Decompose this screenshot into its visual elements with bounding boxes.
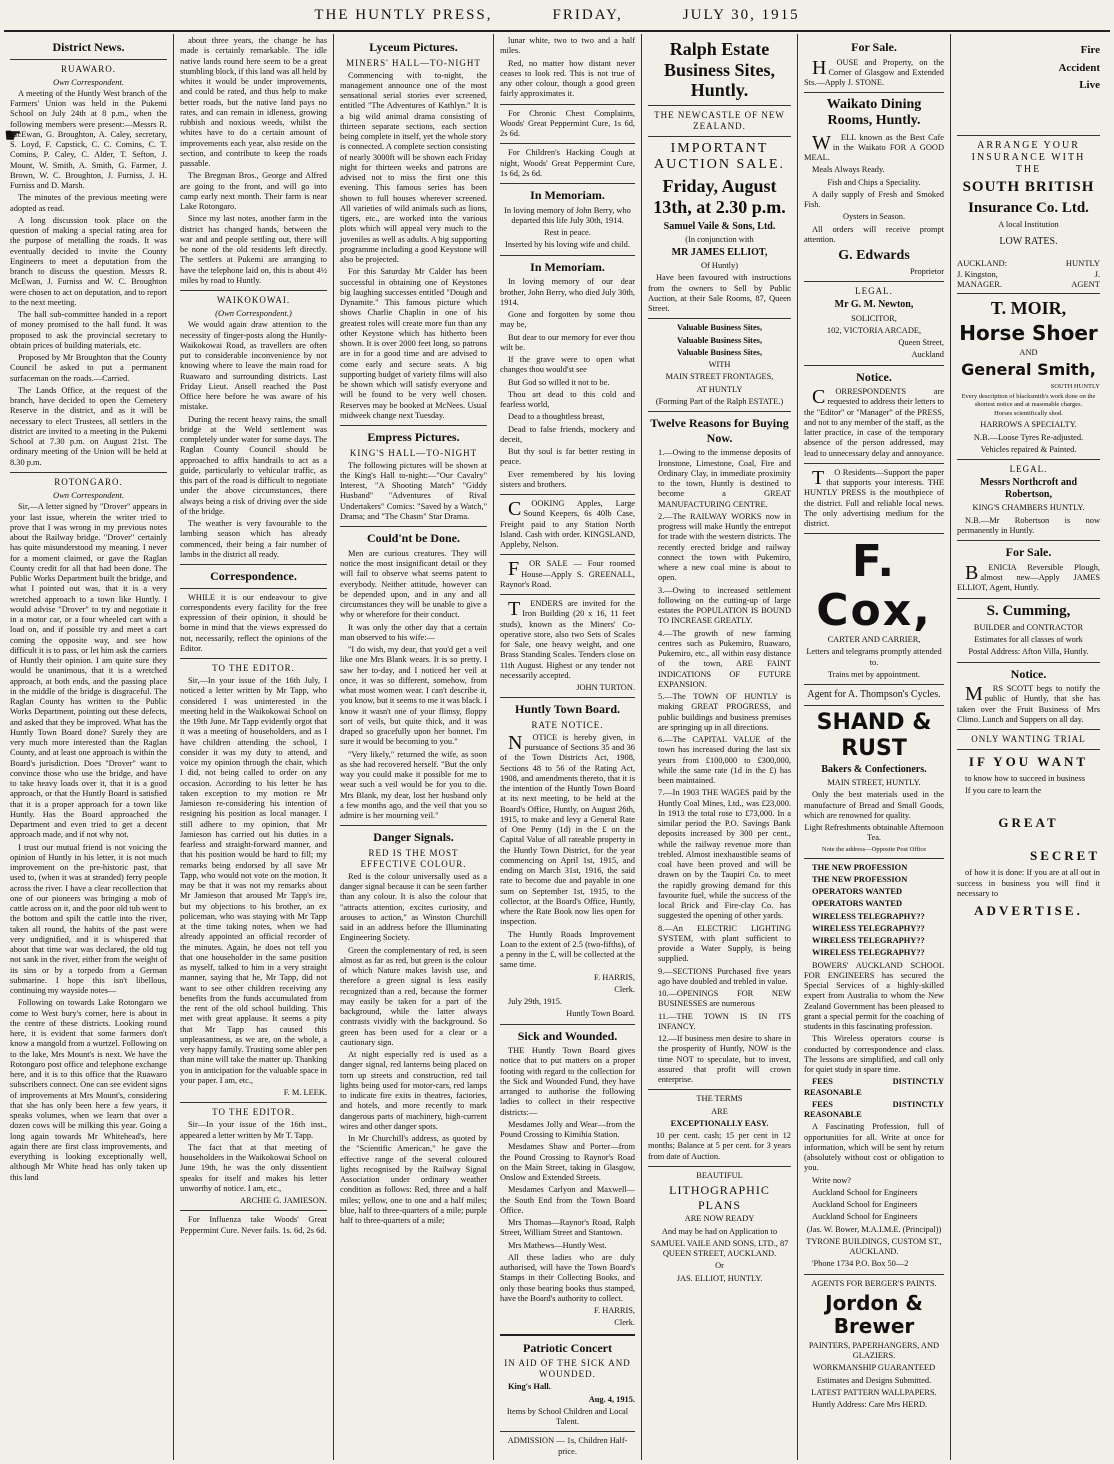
paragraph: We would again draw attention to the necessity of finger-posts along the Huntly-Waikokowai Road, as travellers are often put to considerable inconvenience by not knowing where to leave the main road for Ruawaro and surrounding districts. Last Friday Lieut. Ansell reached the Post Office here before he was aware of his mistake.	[180, 320, 327, 412]
workmanship-line: WORKMANSHIP GUARANTEED	[812, 1363, 936, 1373]
for-sale-heading: For Sale.	[851, 40, 897, 54]
arrange-line: ARRANGE YOUR INSURANCE WITH THE	[971, 139, 1086, 176]
paragraph: The minutes of the previous meeting were adopted as read.	[10, 193, 167, 213]
chambers-line: KING'S CHAMBERS HUNTLY.	[972, 503, 1085, 513]
chest-ad: For Chronic Chest Complaints, Woods' Great Peppermint Cure, 1s 6d, 2s 6d.	[500, 108, 635, 138]
agents-line: AGENTS FOR BERGER'S PAINTS.	[811, 1278, 937, 1288]
rotongaro-heading: ROTONGARO.	[54, 476, 123, 487]
collector-entry: Mesdames Jolly and Wear—from the Pound Crossing to Kimihia Station.	[500, 1119, 635, 1140]
couldnt-article	[340, 549, 487, 822]
collector-entry: Mrs Thomas—Raynor's Road, Ralph Street, William Street and Stantown.	[500, 1218, 635, 1238]
litho-line: LITHOGRAPHIC PLANS	[669, 1183, 770, 1212]
paragraph: The hall sub-committee handed in a report of money promised to the hall fund. It was proposed to ask the provincial secretary to obtain prices of building materials, etc.	[10, 310, 167, 350]
masthead-date: JULY 30, 1915	[682, 6, 800, 23]
verse-line: Thou art dead to this cold and fearless world,	[500, 389, 635, 409]
paragraph: "I do wish, my dear, that you'd get a veil like one Mrs Blank wears. It is so pretty. I saw her to-day, and I noticed her veil at once, it was so different, somehow, from what most women wear. I can't describe it, you know, but it seems to me it was black. I know it wasn't one of your flimsy, floppy sort of veils, but quite thick, and it was draped so gracefully upon her bonnet. I'm sure it would be becoming to you."	[340, 645, 487, 747]
collectors-list	[500, 1120, 635, 1251]
letter-1-signature: F. M. LEEK.	[283, 1088, 327, 1098]
paragraph: Men are curious creatures. They will notice the most insignificant detail or they will fail to observe what seems patent to everybody. Neither attitude, however can be depended upon, and in any and all circumstances they will be unable to give a why or wherefore for their conduct.	[340, 548, 487, 620]
reason-item: 5.—The TOWN OF HUNTLY is making GREAT PROGRESS, and public buildings and business premises are springing up in all directions.	[658, 692, 791, 732]
verse-line: Gone and forgotten by some thou may be,	[500, 310, 635, 330]
vehicles-line: Vehicles repaired & Painted.	[980, 444, 1077, 454]
great-word: GREAT	[998, 814, 1059, 830]
paragraph: Sir,—A letter signed by "Drover" appears in your last issue, wherein the writer tried to prove that I was wrong in my previous notes about the Railway bridge. "Drover" certainly has quite misunderstood my meaning. I never for a moment claimed, or gave the Raglan County credit for all that had been done. The Public Works Department built the bridge, and what I pointed out was, that it is a very wretched approach to a town like Huntly. I would advise "Drover" to try and negotiate it in a motor car, or a four wheeled cart with a load on, and if possible try and meet a cart coming the opposite way, and see how difficult it is to pass, or let him ask the carriers of Huntly their opinion. I am quite sure they would be unanimous, that it is a wretched approach, at both ends, and the passing place in the middle of the bridge is disgraceful. The Raglan County has written to the Public Works Department, pointing out these defects, and asked that they be improved. What has the Huntly Town Board done? Surely they are very much more interested than the Raglan County, and at least one approach is within the Board's jurisdiction. Does "Drover" want to convince those who use the bridge, and have to take heavy loads over it, that it is a good approach, or that the Huntly Board is satisfied that it is a proper approach for a town like Huntly. Has the Board approached the Department and even tried to get a decent approach made, and if not why not.	[10, 502, 167, 840]
secret-word: SECRET	[1029, 848, 1100, 864]
builder-line: BUILDER and CONTRACTOR	[973, 622, 1084, 632]
moir-name: T. MOIR,	[990, 298, 1067, 319]
valuable-line: Valuable Business Sites,	[676, 323, 763, 333]
verse-line: Dead to false friends, mockery and deceit,	[500, 424, 635, 444]
house-ad: HOUSE and Property, on the Corner of Glasgow and Extended Sts.—Apply J. STONE.	[804, 56, 944, 88]
paragraph: During the recent heavy rains, the small bridge at the Weld settlement was completely under water for some days. The Raglan County Council should be approached to affix handrails to act as a guide, particularly to vehicular traffic, as this part of the road is difficult to negotiate under the above circumstances, there always being a risk of driving over the side of the bridge.	[180, 414, 327, 516]
now-ready-line: ARE NOW READY	[684, 1214, 755, 1224]
paragraph: The fact that at that meeting of householders in the Waikokowai School on June 19th, he was the only dissentient speaks for itself and makes his letter unworthy of notice. I am, etc.,	[180, 1142, 327, 1193]
concert-date: Aug. 4, 1915.	[588, 1394, 635, 1404]
south-huntly: SOUTH HUNTLY	[1050, 382, 1100, 390]
letter-1	[180, 676, 327, 1086]
paragraph: The Bregman Bros., George and Alfred are going to the front, and will go into camp early next month. Their farm is near Lake Rotongaro.	[180, 171, 327, 211]
reason-item: 11.—THE TOWN IS IN ITS INFANCY.	[658, 1011, 791, 1031]
edwards-name: G. Edwards	[838, 248, 910, 264]
letter-2-signature: ARCHIE G. JAMIESON.	[239, 1196, 327, 1206]
notice-heading: Notice.	[856, 369, 892, 384]
of-huntly: Of Huntly)	[701, 261, 738, 271]
agent-title: AGENT	[1071, 279, 1100, 289]
profession-line: WIRELESS TELEGRAPHY??	[812, 911, 925, 921]
verse-line: If the grave were to open what changes thou would'st see	[500, 355, 635, 375]
fees-line: FEES DISTINCTLY REASONABLE	[804, 1099, 944, 1120]
memoriam-2-intro: In loving memory of our dear brother, John Berry, who died July 30th, 1914.	[500, 277, 635, 307]
clerk-2: Clerk.	[614, 1318, 635, 1328]
principal-line: (Jas. W. Bower, M.A.I.M.E. (Principal))	[806, 1224, 942, 1234]
manager-title: MANAGER.	[957, 279, 1003, 289]
for-sale-ad: FOR SALE — Four roomed House—Apply S. GREENALL, Raynor's Road.	[500, 558, 635, 589]
reason-item: 4.—The growth of new farming centres such as Pukemiro, Ruawaro, Pukemiro, etc., all within easy distance of the town, ARE FAINT INDICATIONS OF FUTURE EXPANSION.	[658, 628, 791, 689]
terms-detail: 10 per cent. cash; 15 per cent in 12 months; Balance at 5 per cent. for 3 years from date of Auction.	[648, 1131, 791, 1161]
in-memoriam-1: In Memoriam.	[530, 188, 605, 202]
trains-line: Trains met by appointment.	[827, 669, 921, 679]
reason-item: 8.—An ELECTRIC LIGHTING SYSTEM, with plant sufficient to provide a Water Supply, is being supplied.	[658, 923, 791, 964]
correspondence-note: WHILE it is our endeavour to give correspondents every facility for the free expression of their opinion, it should be borne in mind that the views expressed do not, necessarily, reflect the opinions of the Editor.	[180, 592, 327, 653]
and-word: AND	[1019, 348, 1038, 358]
school-line: Auckland School for Engineers	[812, 1212, 918, 1222]
benicia-ad: BENICIA Reversible Plough, almost new—Apply JAMES ELLIOT, Agent, Huntly.	[957, 561, 1100, 593]
at-huntly-line: AT HUNTLY	[696, 384, 743, 394]
robertson-line: N.B.—Mr Robertson is now permanently in Huntly.	[957, 515, 1100, 535]
red-para: Red, no matter how distant never ceases to look red. This is not true of any other colour, though a good green fairly approximates it.	[500, 58, 635, 99]
elliot-line: MR JAMES ELLIOT,	[671, 247, 768, 258]
memoriam-line: Rest in peace.	[544, 228, 591, 238]
south-british: SOUTH BRITISH	[962, 179, 1095, 196]
sick-wounded-heading: Sick and Wounded.	[517, 1028, 618, 1043]
profession-line: THE NEW PROFESSION	[812, 874, 908, 884]
huntly-agent-initial: J.	[1094, 268, 1100, 279]
bowers-text: BOWERS' AUCKLAND SCHOOL FOR ENGINEERS has secured the Special Services of a highly-skilled expert from Australia to whom the New Zealand Government has been pleased to grant a special permit for the coaching of students in this fascinating profession.	[804, 960, 944, 1032]
sick-text: THE Huntly Town Board gives notice that to put matters on a proper footing with regard to the collection for the Sick and Wounded Fund, they have arranged to authorise the following ladies to collect in their respective districts:—	[500, 1046, 635, 1117]
kingston-name: J. Kingston,	[957, 268, 998, 279]
paragraph: Commencing with to-night, the management announce one of the most sensational serial stories ever screened, entitled "The Adventures of Kathlyn." It is a big wild animal drama consisting of thirteen separate sections, each section being complete in itself, yet the whole story is connected. A complete section consisting of nearly 3000ft will be shown each Friday night for thirteen weeks and patrons are advised not to miss the first one this evening. This famous series has been shown to full houses wherever screened. All varieties of wild animals such as lions, tigers, etc., are worked into the various plots which will appeal very much to the juveniles as well as adults. A big supporting programme including a good Keystone will also be projected.	[340, 70, 488, 265]
frontages-line: MAIN STREET FRONTAGES,	[665, 372, 774, 382]
agent-line: Agent for A. Thompson's Cycles.	[807, 689, 941, 701]
general-smith: General Smith,	[961, 360, 1096, 380]
reason-item: 2.—The RAILWAY WORKS now in progress will make Huntly the entrepot for trade with the western districts. The recently erected bridge and railway connect the town with Pukemiro, where a new coal mine is about to open.	[658, 511, 791, 583]
masthead	[4, 0, 1110, 32]
northcroft-line: Messrs Northcroft and Robertson,	[979, 477, 1078, 501]
pointer-mark-icon: ☛	[4, 125, 22, 147]
legal-heading: LEGAL.	[855, 286, 893, 297]
profession-line: WIRELESS TELEGRAPHY??	[812, 936, 925, 946]
cumming-name: S. Cumming,	[986, 602, 1071, 619]
paragraph: Sir—In your issue of the 16th inst., appeared a letter written by Mr T. Tapp.	[180, 1120, 327, 1140]
tenders-ad: TENDERS are invited for the Iron Building (20 x 16, 11 feet studs), known as the Miners' Co-operative store, also two Sets of Scales for Sale, one heavy weight, and one Brass Standing Scales. Tenders close on 11th August. Highest or any tender not necessarily accepted.	[500, 598, 635, 680]
empress-heading: Empress Pictures.	[367, 430, 460, 445]
paragraph: A meeting of the Huntly West branch of the Farmers' Union was held in the Pukemi School on July 24th at 8 p.m., when the following members were present:—Messrs R. McEwan, G. Broughton, A. Caley, secretary, S. Loyd, F. Capstick, C. C. Comins, C. T. Comins, P. Caley, C. Alder, T. Sefton, J. Mount, W. Smith, A. Smith, G. Farmer, J. Brown, W. C. Broughton, J. Furniss, J. H. Furniss and D. Marsh.	[10, 88, 167, 191]
residents-notice: TO Residents—Support the paper that supports your interests. THE HUNTLY PRESS is the mouthpiece of the district. Full and reliable local news. The only advertising medium for the district.	[804, 466, 944, 529]
paragraph: "Very likely," returned the wife, as soon as she had recovered herself. "But the only way you could make it possible for me to wear such a veil would be for you to die. Mrs Blank, my dear, lost her husband only a few months ago, and the veil that you so admire is her mourning veil."	[340, 749, 487, 821]
reason-item: 10.—OPENINGS FOR NEW BUSINESSES are numerous	[658, 989, 791, 1009]
note-address: Note the address—Opposite Post Office	[821, 845, 927, 853]
reason-item: 7.—In 1903 THE WAGES paid by the Huntly Coal Mines, Ltd., was £23,000. In 1913 the total rose to £73,000. In a similar period the P.O. Savings Bank deposits increased by 300 per cent., while the railway revenue more than trebled. Almost inexhaustible seams of coal have been proved and will be drawn on by the Taupiri Co. to meet the rapidly growing demand for this favourite fuel, while the success of the local Brick and Fire-clay Co. has suggested the opening of other yards.	[658, 788, 791, 921]
waikokowai-heading: WAIKOKOWAI.	[216, 295, 291, 305]
write-now: Write now?	[812, 1175, 851, 1185]
paragraph: Proposed by Mr Broughton that the County Council be asked to put a permanent surfaceman on the roads.—Carried.	[10, 353, 167, 383]
verse-line: But thy soul is far better resting in peace.	[500, 447, 635, 467]
harris-sig-1: F. HARRIS,	[594, 972, 635, 982]
tyres-line: N.B.—Loose Tyres Re-adjusted.	[973, 432, 1084, 442]
jordon-brewer-heading: Jordon & Brewer	[825, 1290, 923, 1338]
kings-hall-line: King's Hall.	[508, 1382, 551, 1392]
lunar-line: lunar white, two to two and a half miles.	[500, 36, 635, 56]
own-correspondent: Own Correspondent.	[53, 76, 124, 87]
how-done: of how it is done: If you are at all out in success in business you will find it necessary to	[957, 868, 1100, 898]
aid-line: IN AID OF THE SICK AND WOUNDED.	[504, 1358, 631, 1380]
course-text: This Wireless operators course is conducted by correspondence and class. The lessons are simplified, and call only for quiet study in spare time.	[804, 1034, 944, 1075]
school-line: Auckland School for Engineers	[812, 1200, 918, 1210]
verse-line: But God so willed it not to be.	[508, 377, 610, 387]
correspondence-heading: Correspondence.	[210, 569, 297, 584]
favoured-text: Have been favoured with instructions from the owners to Sell by Public Auction, at their Sale Rooms, 87, Queen Street.	[648, 273, 791, 314]
fire-word: Fire	[1080, 44, 1100, 56]
danger-article	[340, 872, 487, 1227]
reason-item: 1.—Owing to the immense deposits of Ironstone, Limestone, Coal, Fire and Ordinary Clay, in immediate proximity to the town, Huntly is destined to become a GREAT MANUFACTURING CENTRE.	[658, 448, 791, 509]
are-line: ARE	[711, 1106, 728, 1116]
reason-item: 9.—SECTIONS Purchased five years ago have doubled and trebled in value.	[658, 966, 791, 986]
rotongaro-article	[10, 502, 167, 1183]
shand-rust-heading: SHAND & RUST	[816, 710, 932, 761]
paragraph: The Lands Office, at the request of the branch, have decided to open the Cemetery Reserve in the district, and as it will be necessary to elect Trustees, all settlers in the district are invited to a meeting in the Pukemi School at 7.30 p.m. on August 21st. The ordinary meeting of the Union will be held at 8.30 p.m.	[10, 385, 167, 467]
paragraph: Since my last notes, another farm in the district has changed hands, between the war and and people settling out, there will be none of the old residents left directly. The settlers at Pukemi are arranging to have the telephone laid on, this is about 4½ miles by road to Huntly.	[180, 214, 327, 285]
masthead-paper: THE HUNTLY PRESS,	[314, 6, 493, 23]
to-editor-heading: TO THE EDITOR.	[212, 663, 295, 674]
terms-line: THE TERMS	[696, 1094, 743, 1104]
verse-line: Dead to a thoughtless breast,	[508, 412, 605, 422]
own-correspondent-3: (Own Correspondent.)	[215, 307, 292, 318]
woods-ad: For Influenza take Woods' Great Peppermint Cure. Never fails. 1s. 6d, 2s 6d.	[180, 1215, 327, 1235]
letter-2	[180, 1120, 327, 1194]
ruawaro-heading: RUAWARO.	[60, 63, 117, 74]
solicitor: SOLICITOR,	[851, 313, 897, 323]
to-editor-heading-2: TO THE EDITOR.	[212, 1107, 295, 1118]
reason-item: 6.—The CAPITAL VALUE of the town has increased during the last six years from £100,000 to £300,000, while the same rate (1d in the £) has been maintained.	[658, 735, 791, 786]
rotongaro-continued	[180, 36, 327, 286]
profession-line: THE NEW PROFESSION	[812, 862, 908, 872]
harris-sig-2: F. HARRIS,	[594, 1306, 635, 1316]
main-street-line: MAIN STREET, HUNTLY.	[827, 778, 921, 788]
ralph-estate-heading: Ralph Estate Business Sites, Huntly.	[663, 39, 776, 101]
scott-notice: MRS SCOTT begs to notify the public of Huntly, that she has taken over the Fruit Business of Mrs Climo. Lunch and Suppers on all day.	[957, 683, 1100, 724]
vaile-address: SAMUEL VAILE AND SONS, LTD., 87 QUEEN STREET, AUCKLAND.	[650, 1238, 789, 1259]
phone-line: 'Phone 1734 P.O. Box 50—2	[812, 1259, 909, 1269]
application-line: And may be had on Application to	[661, 1226, 778, 1236]
paragraph: Sir,—In your issue of the 16th July, I noticed a letter written by Mr Tapp, who considered I was uninterested in the meeting held in the Waikokowai School on the 19th June. Mr Tapp evidently orgot that it was a meeting of householders, and as I have children attending the school, I consider it was my duty to attend, and voice my opinion through the chair, which I did, not being called to order on any occasion. According to his letter he has taken exception to my motion re Mr Jamieson re-considering his intention of resigning his position as local manager. I still adhere to my opinion, that Mr Jamieson has carried out his duties in a fearless and straight-forward manner, and that his position would be hard to fill; my remarks being endorsed by all save Mr Tapp, who would not vote on the motion. It may be that it was not my remarks about Mr Jamieson that aroused Mr Tapp's ire, but my objections to his brother, an ex policeman, who was staying with Mr Tapp at the time taking notes, when we had already appointed an official recorder of the minutes. Again, he does not tell you that one householder in the same position as myself, talked to him in a very straight manner, saying that he, Mr Tapp, did not want to see other children receiving any benefits from the funds accumulated from the rent of the old school building. This met with great applause. It seems a pity that Mr Tapp has caused this unpleasantness, as we are, on the whole, a very happy family. Trusting some abler pen than mine will take the matter up. Thanking you in anticipation for the valuable space in your paper. I am, etc.,	[180, 676, 327, 1085]
clerk-1: Clerk.	[614, 984, 635, 994]
huntly-address: Huntly Address: Care Mrs HERD.	[812, 1400, 928, 1410]
valuable-sites	[648, 323, 791, 358]
twelve-reasons-heading: Twelve Reasons for Buying Now.	[650, 416, 789, 445]
items-line: Items by School Children and Local Talent.	[506, 1406, 629, 1427]
paragraph: The weather is very favourable to the lambing season which has already commenced, their being a fair number of lambs in the district all ready.	[180, 519, 327, 559]
estimates-line: Estimates and Designs Submitted.	[816, 1375, 932, 1385]
beautiful-line: BEAUTIFUL	[696, 1170, 743, 1180]
couldnt-heading: Could'nt be Done.	[366, 531, 461, 546]
reason-item: 3.—Owing to increased settlement following on the cutting-up of large estates the POPULATION IS BOUND TO INCREASE GREATLY.	[658, 585, 791, 626]
advertise-word: ADVERTISE.	[974, 903, 1083, 919]
danger-heading: Danger Signals.	[373, 830, 454, 845]
rate-notice: RATE NOTICE.	[531, 719, 604, 730]
paragraph: Green the complementary of red, is seen almost as far as red, but green is the colour of which Nature makes lavish use, and therefore a green signal is less easily recognized than a red, because the former may easily be taken for a part of the background, while the latter always contrasts vividly with the background. So green has been used for a clear or a cautionary sign.	[340, 945, 487, 1047]
verse-line: But dear to our memory for ever thou wilt be.	[500, 332, 635, 352]
paragraph: For this Saturday Mr Calder has been successful in obtaining one of Keystones big laughing successes entitled "Dough and Dynamite." This famous picture which shows Charlie Chaplin in one of his greatest roles will create more fun than any other Keystone which has hitherto been shown. It is over 2000 feet long, so patrons are in for a good time and are advised to come early and secure seats. A big supporting budget of variety films will also be shown which will satisfy everyone and will be found to be very well chosen. Reserves may be booked at McNees. Usual midweek change next Tuesday.	[340, 267, 487, 420]
town-board-sig: Huntly Town Board.	[566, 1009, 635, 1019]
town-board-heading: Huntly Town Board.	[514, 702, 621, 717]
memoriam-1-text	[500, 206, 635, 251]
paragraph: In Mr Churchill's address, as quoted by the "Scientific American," he gave the effective range of the several coloured lights recognised by the Railway Signal Association under ordinary weather condition as follows: Red, three and a half miles; yellow, one to one and a half miles; blue, half to three-quarters of a mile; purple half to three-quarters of a mile;	[340, 1134, 487, 1226]
column-4	[494, 34, 642, 1460]
tyrone-line: TYRONE BUILDINGS, CUSTOM ST., AUCKLAND.	[806, 1236, 942, 1257]
local-institution: A local Institution	[998, 219, 1059, 229]
horse-shoer: Horse Shoer	[959, 321, 1098, 346]
collector-entry: Mesdames Shaw and Porter—from the Pound Crossing to Raynor's Road on the Main Street, taking in Glasgow, Onslow and Extended Streets.	[500, 1142, 635, 1183]
patriotic-heading: Patriotic Concert	[523, 1340, 612, 1355]
column-1	[4, 34, 174, 1460]
postal-line: Postal Address: Afton Villa, Huntly.	[968, 647, 1089, 657]
rate-rebate: The Huntly Roads Improvement Loan to the extent of 2.5 (two-fifths), of a penny in the £, will be collected at the same time.	[500, 929, 635, 970]
to-know: to know how to succeed in business	[965, 774, 1086, 784]
notice-heading-2: Notice.	[1010, 666, 1047, 681]
legal-heading-2: LEGAL.	[1009, 464, 1048, 475]
fees-line: FEES DISTINCTLY REASONABLE	[804, 1077, 944, 1097]
miners-hall: MINERS' HALL—TO-NIGHT	[346, 57, 481, 68]
paragraph: A long discussion took place on the question of making a special rating area for the purpose of metalling the roads. It was eventually decided to invite the County Engineers to meet a deputation from the branch to discuss the question. Messrs R. McEwan, J. Furniss and W. C. Broughton were chosen to act on deputation, and to report to the next meeting.	[10, 215, 167, 307]
column-7	[951, 34, 1106, 1460]
cooking-ad: COOKING Apples, Large Sound Keepers, 6s 40lb Case, Freight paid to any Station North Island. Cash with order. KINGSLAND, Appleby, Nelson.	[500, 498, 635, 549]
auction-date: Friday, August 13th, at 2.30 p.m.	[653, 176, 786, 217]
lyceum-heading: Lyceum Pictures.	[369, 40, 458, 54]
rate-notice-text: NOTICE is hereby given, in pursuance of Sections 35 and 36 of the Town Districts Act, 1908, Sections 48 to 56 of the Rating Act, 1908, and amendments thereto, that it is the intention of the Huntly Town Board at its next meeting, to be held at the Board's Office, Huntly, on August 26th, 1915, to make and levy a General Rate of One Penny (1d) in the £ on the Capital Value of all rateable property in the Huntly Town District, for the year commencing on April 1st, 1915, and ending on March 31st, 1916, the said rate to become due and payable in one sum on September 1st, 1915, to the collector, at the Board's Office, Huntly, where the Rate Book now lies open for inspection.	[500, 731, 635, 927]
reasons-list	[648, 448, 791, 1085]
paragraph: Red is the colour universally used as a danger signal because it can be seen farther than any colour. It is also the colour that "attracts attention, excites curiosity, and arouses to action," as Winston Churchill said in an address before the Illuminating Engineering Society.	[340, 871, 487, 943]
arcade: 102, VICTORIA ARCADE,	[826, 325, 922, 335]
school-line: Auckland School for Engineers	[812, 1187, 918, 1197]
proprietor: Proprietor	[910, 267, 944, 277]
ruawaro-article	[10, 89, 167, 468]
verse-line: Ever remembered by his loving sisters and brothers.	[500, 469, 635, 489]
best-materials: Only the best materials used in the manufacture of Bread and Small Goods, which are renowned for quality.	[804, 790, 944, 820]
lyceum-article	[340, 71, 487, 422]
paragraph: Following on towards Lake Rotongaro we come to West bury's corner, here is about in the centre of these districts. Looking round here, it is evident that some farmers don't know a mangold from a wurtzel. Following on to the lake, Mrs Mount's is next. We have the Rotongaro post office and telephone exchange here, and it is to this office that the Ruawaro subscribers connect. One can see evident signs of improvements at Mrs Mount's, considering that she has only been here a few years, it speaks volumes, when we learn that over a dozen cows will be milking this year. Going a long again towards Mr Whitehead's, here again there are first class improvements, and everything is looking exceptionally well, although Mr White head has only taken up this land	[10, 998, 167, 1182]
bakers-line: Bakers & Confectioners.	[821, 764, 927, 775]
sick-end: All these ladies who are duly authorised, will have the Town Board's Stamps in their Collecting Books, and only those bearing books thus stamped, have the Board's authority to collect.	[500, 1252, 635, 1303]
hacking-ad: For Children's Hacking Cough at night, Woods' Great Peppermint Cure, 1s 6d, 2s 6d.	[500, 148, 635, 178]
fees-lines	[804, 1077, 944, 1120]
collector-entry: Mesdames Carlyon and Maxwell—the South End from the Town Board Office.	[500, 1185, 635, 1215]
forming-line: (Forming Part of the Ralph ESTATE.)	[655, 396, 784, 406]
kings-hall: KING'S HALL—TO-NIGHT	[349, 447, 478, 458]
paragraph: about three years, the change he has made is certainly remarkable. The idle native lands round here seem to be a great stumbling block, if this land was all held by whites it would be under improvements, and could be rated, and thus help to make better roads, but the native land pays no rates, and can remain in idleness, growing rubbish and noxious weeds, whilst the whites have to do a certain amount of improvements each year, also reside on the section, and contribute to keep the roads passable.	[180, 36, 327, 168]
correspondents-notice: CORRESPONDENTS are requested to address their letters to the "Editor" or "Manager" of the PRESS, and not to any member of the staff, as the latter practice, in case of the temporary absence of the person addressed, may lead to unnecessary delay and annoyance.	[804, 386, 944, 458]
district-news-heading: District News.	[52, 40, 125, 54]
orders-line: All orders will receive prompt attention.	[804, 224, 944, 244]
oysters-line: Oysters in Season.	[842, 212, 906, 222]
newton-name: Mr G. M. Newton,	[834, 299, 914, 311]
paragraph: I trust our mutual friend is not voicing the opinion of Huntly in his letter, it is not much improvement on the pre-historic past, that used to, (when it was at stranded) ferry people across the river. I have a clear recollection that one of our pioneers was bringing a mob of cattle across on it, and the poor old tub went to the bottom and spilt the cattle into the river, taken all round, the habits of the past were very undignified, and it is whispered that about that time war was declared, the old tug not sank in the river, either from the weight of its sins or by a torpedo from a German submarine. I hope this isn't libellous, continuing my wayside notes—	[10, 842, 167, 996]
every-description: Every description of blacksmith's work done on the shortest notice and at reasonable charges.	[961, 392, 1096, 408]
for-sale-heading-2: For Sale.	[1005, 545, 1052, 560]
insurance-co: Insurance Co. Ltd.	[968, 199, 1089, 216]
fish-line: Fish and Chips a Speciality.	[827, 177, 921, 187]
own-correspondent-2: Own Correspondent.	[53, 489, 124, 500]
valuable-line: Valuable Business Sites,	[676, 335, 763, 345]
easy-line: EXCEPTIONALLY EASY.	[670, 1118, 769, 1128]
memoriam-line: Inserted by his loving wife and child.	[505, 240, 630, 250]
auckland-office: AUCKLAND:	[957, 258, 1008, 269]
or-line: Or	[715, 1261, 724, 1271]
meals-line: Meals Always Ready.	[812, 165, 885, 175]
profession-line: OPERATORS WANTED	[812, 899, 903, 909]
rate-date: July 29th, 1915.	[508, 997, 562, 1007]
valuable-line: Valuable Business Sites,	[676, 347, 763, 357]
column-6	[798, 34, 951, 1460]
memoriam-2-verse	[500, 310, 635, 490]
admission-line: ADMISSION — 1s, Children Half-price.	[507, 1436, 628, 1456]
masthead-day: FRIDAY,	[552, 6, 623, 23]
horses-shod: Horses scientifically shod.	[994, 410, 1063, 418]
vaile-line: Samuel Vaile & Sons, Ltd.	[663, 220, 776, 232]
only-wanting: ONLY WANTING TRIAL	[971, 734, 1086, 745]
live-word: Live	[1079, 79, 1100, 92]
profession-line: WIRELESS TELEGRAPHY??	[812, 923, 925, 933]
fascinating-text: A Fascinating Profession, full of opportunities for all. Write at once for information, which will be sent by return (absolutely without cost or obligation to you.	[804, 1122, 944, 1173]
letters-line: Letters and telegrams promptly attended to.	[806, 647, 942, 667]
columns	[4, 34, 1110, 1460]
auction-heading: IMPORTANT AUCTION SALE.	[654, 141, 785, 173]
cox-heading: F. Cox,	[816, 536, 932, 636]
column-3	[334, 34, 494, 1460]
if-care: If you care to learn the	[965, 786, 1042, 796]
profession-line: OPERATORS WANTED	[812, 887, 903, 897]
paragraph: At night especially red is used as a danger signal, red lanterns being placed on torn up streets and construction, red tail lights being used for motor-cars, red lamps to indicate fire exits in theatres, factories, and hotels, and more recently to mark dangerous parts of machinery, high-current wires and other danger spots.	[340, 1050, 487, 1131]
empress-article: The following pictures will be shown at the King's Hall to-night:—"Our Cavalry" Interest, "A Shooting Match" "Giddy Husband" "Adventures of Rival Undertakers" Comics: "Saved by a Watch," Drama; and "The Chasm" Star Drama.	[340, 460, 487, 521]
auckland: Auckland	[911, 350, 944, 360]
waikato-dining-heading: Waikato Dining Rooms, Huntly.	[826, 97, 922, 129]
profession-lines	[804, 863, 944, 959]
memoriam-line: In loving memory of John Berry, who departed this life July 30th, 1914.	[504, 205, 631, 225]
estimates-line-2: Estimates for all classes of work	[974, 635, 1083, 645]
collector-entry: Mrs Mathews—Huntly West.	[508, 1240, 607, 1250]
harrows-line: HARROWS A SPECIALTY.	[980, 420, 1077, 430]
refresh-line: Light Refreshments obtainable Afternoon Tea.	[804, 823, 944, 843]
with-line: WITH	[708, 360, 731, 370]
waikokowai-article	[180, 320, 327, 560]
profession-line: WIRELESS TELEGRAPHY??	[812, 948, 925, 958]
column-2	[174, 34, 334, 1460]
accident-word: Accident	[1058, 61, 1100, 74]
daily-line: A daily supply of Fresh and Smoked Fish.	[804, 189, 944, 210]
paragraph: It was only the other day that a certain man observed to his wife:—	[340, 622, 487, 642]
conjunction-line: (In conjunction with	[685, 234, 754, 244]
schools-lines	[804, 1188, 944, 1223]
carter-line: CARTER AND CARRIER,	[827, 635, 921, 645]
well-known: WELL known as the Best Cafe in the Waikato FOR A GOOD MEAL.	[804, 131, 944, 163]
latest-line: LATEST PATTERN WALLPAPERS.	[811, 1387, 937, 1397]
queen-street: Queen Street,	[898, 338, 944, 348]
in-memoriam-2: In Memoriam.	[530, 259, 605, 274]
if-you-want: IF YOU WANT	[968, 754, 1089, 770]
column-5	[642, 34, 798, 1460]
red-subheading: RED IS THE MOST EFFECTIVE COLOUR.	[360, 847, 467, 869]
reason-item: 12.—If business men desire to share in the prosperity of Huntly, NOW is the time NOT to speculate, but to invest, assured that profit will crown enterprise.	[658, 1034, 791, 1085]
elliot-address: JAS. ELLIOT, HUNTLY.	[676, 1273, 763, 1283]
painters-line: PAINTERS, PAPERHANGERS, AND GLAZIERS.	[808, 1340, 940, 1361]
newcastle-line: THE NEWCASTLE OF NEW ZEALAND.	[654, 110, 785, 132]
huntly-office: HUNTLY	[1065, 258, 1100, 269]
turton-sig: JOHN TURTON.	[576, 683, 635, 692]
low-rates: LOW RATES.	[999, 236, 1058, 248]
